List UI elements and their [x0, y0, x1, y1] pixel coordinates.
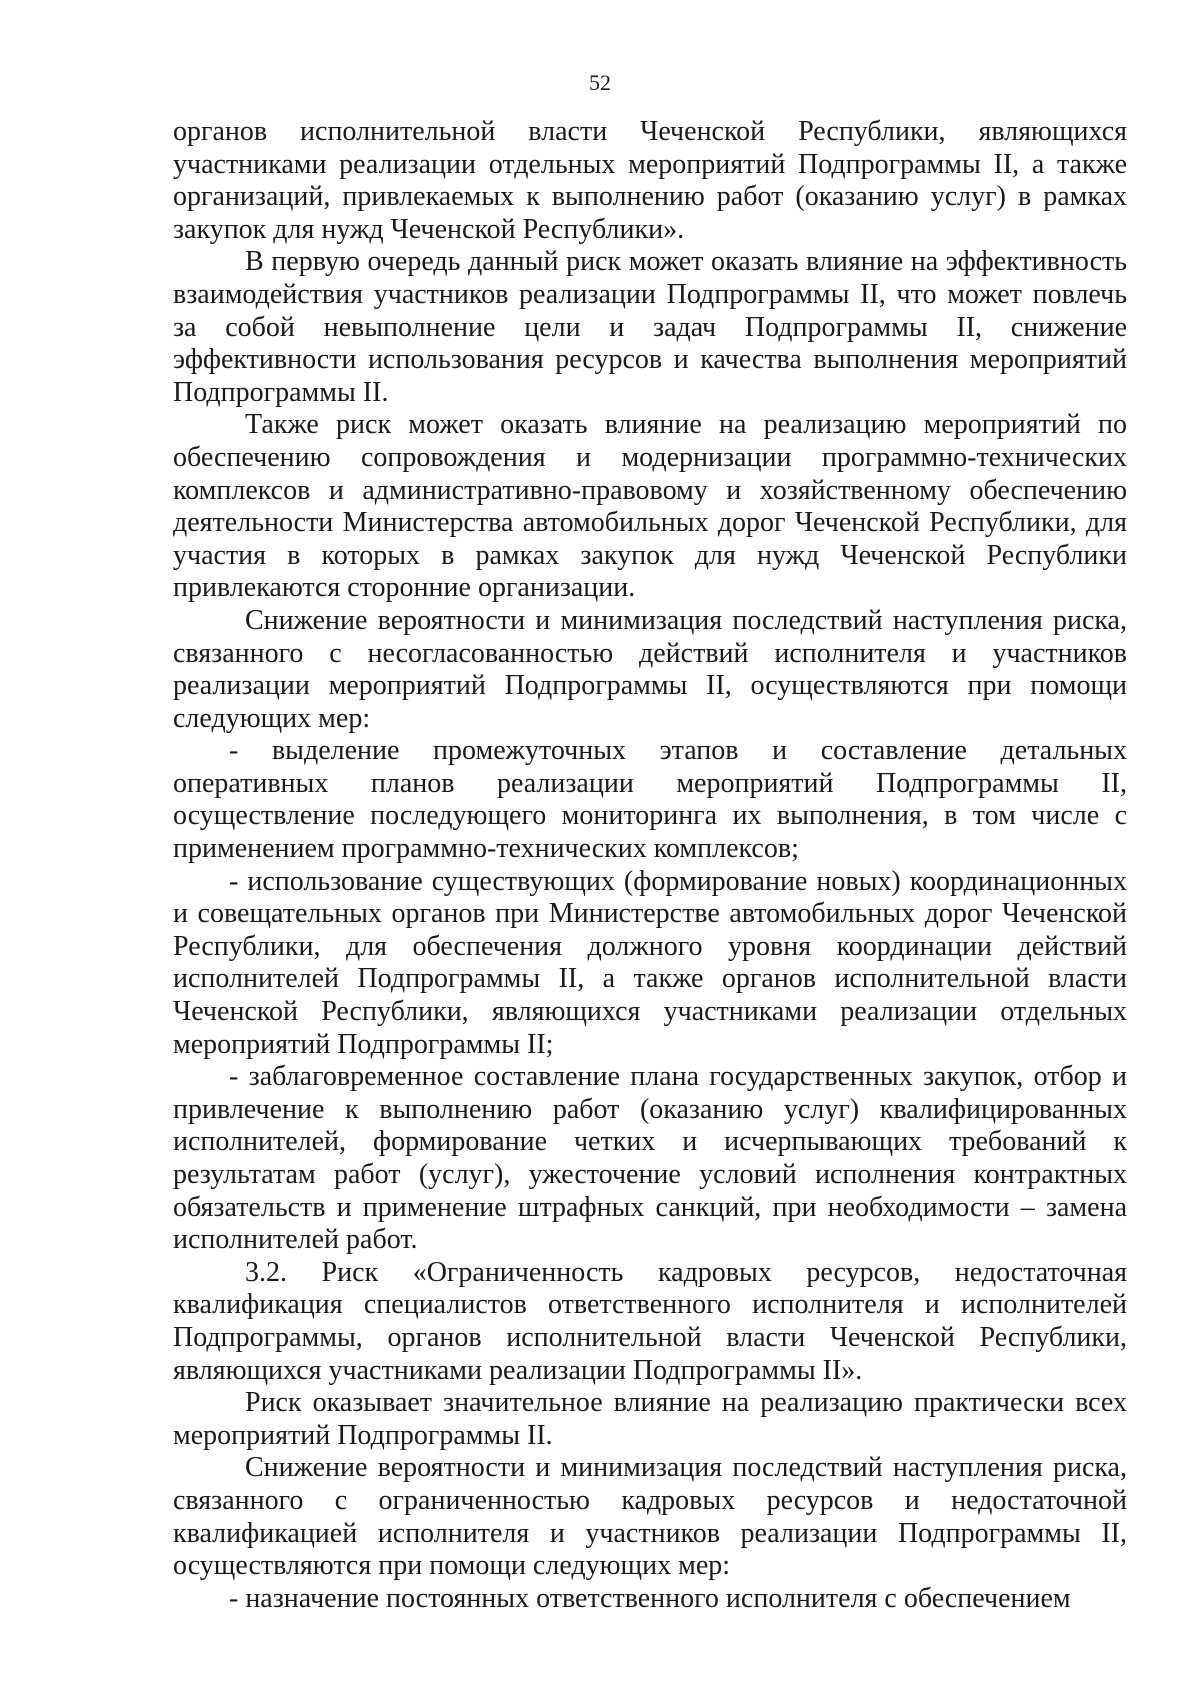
paragraph-risk-3-2: 3.2. Риск «Ограниченность кадровых ресурсов, недостаточная квалификация специалистов ответственного исполнителя и исполнителей Подпрограммы, органов исполнительной власти Чеченской Республики, являющихся участниками реализации Подпрограммы II».	[173, 1256, 1127, 1386]
list-item-coordination: - использование существующих (формирование новых) координационных и совещательных органов при Министерстве автомобильных дорог Чеченской Республики, для обеспечения должного уровня координации действий исполнителей Подпрограммы II, а также органов исполнительной власти Чеченской Республики, являющихся участниками реализации отдельных мероприятий Подпрограммы II;	[173, 865, 1127, 1060]
document-body	[173, 116, 1127, 1615]
paragraph-continuation: органов исполнительной власти Чеченской Республики, являющихся участниками реализации отдельных мероприятий Подпрограммы II, а также организаций, привлекаемых к выполнению работ (оказанию услуг) в рамках закупок для нужд Чеченской Республики».	[173, 116, 1127, 245]
list-item-appointment: - назначение постоянных ответственного исполнителя с обеспечением	[229, 1582, 1071, 1614]
list-item-procurement: - заблаговременное составление плана государственных закупок, отбор и привлечение к выполнению работ (оказанию услуг) квалифицированных исполнителей, формирование четких и исчерпывающих требований к результатам работ (услуг), ужесточение условий исполнения контрактных обязательств и применение штрафных санкций, при необходимости – замена исполнителей работ.	[173, 1061, 1127, 1256]
paragraph-risk-influence: В первую очередь данный риск может оказать влияние на эффективность взаимодействия участников реализации Подпрограммы II, что может повлечь за собой невыполнение цели и задач Подпрограммы II, снижение эффективности использования ресурсов и качества выполнения мероприятий Подпрограммы II.	[173, 246, 1127, 408]
paragraph-risk-implementation: Также риск может оказать влияние на реализацию мероприятий по обеспечению сопровождения и модернизации программно-технических комплексов и административно-правовому и хозяйственному обеспечению деятельности Министерства автомобильных дорог Чеченской Республики, для участия в которых в рамках закупок для нужд Чеченской Республики привлекаются сторонние организации.	[173, 409, 1127, 604]
paragraph-mitigation-intro: Снижение вероятности и минимизация последствий наступления риска, связанного с несогласованностью действий исполнителя и участников реализации мероприятий Подпрограммы II, осуществляются при помощи следующих мер:	[173, 604, 1127, 734]
page-number: 52	[589, 70, 611, 95]
list-item-stages: - выделение промежуточных этапов и составление детальных оперативных планов реализации мероприятий Подпрограммы II, осуществление последующего мониторинга их выполнения, в том числе с применением программно-технических комплексов;	[173, 735, 1127, 865]
paragraph-mitigation-intro-2: Снижение вероятности и минимизация последствий наступления риска, связанного с ограниченностью кадровых ресурсов и недостаточной квалификацией исполнителя и участников реализации Подпрограммы II, осуществляются при помощи следующих мер:	[173, 1452, 1127, 1582]
paragraph-risk-impact: Риск оказывает значительное влияние на реализацию практически всех мероприятий Подпрограммы II.	[173, 1387, 1127, 1451]
